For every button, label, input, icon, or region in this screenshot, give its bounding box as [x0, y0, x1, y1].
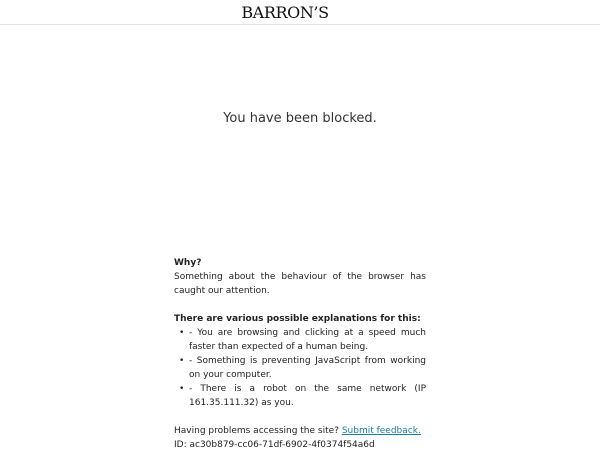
- request-id: ID: ac30b879-cc06-71df-6902-4f0374f54a6d: [174, 440, 375, 450]
- block-explanation: [174, 256, 426, 452]
- blocked-message: You have been blocked.: [223, 111, 377, 126]
- list-item: • - There is a robot on the same network (IP 161.35.111.32) as you.: [189, 382, 426, 410]
- help-question: Having problems accessing the site?: [174, 426, 342, 436]
- why-text: Something about the behaviour of the browser has caught our attention.: [174, 272, 426, 296]
- list-item: • - Something is preventing JavaScript from working on your computer.: [189, 354, 426, 382]
- why-heading: Why?: [174, 258, 202, 268]
- help-line: [174, 424, 426, 438]
- explanations-list: [174, 326, 426, 410]
- list-item: • - You are browsing and clicking at a speed much faster than expected of a human being.: [189, 326, 426, 354]
- submit-feedback-link[interactable]: Submit feedback.: [341, 426, 421, 436]
- site-header: [0, 0, 600, 25]
- explanations-heading: There are various possible explanations for this:: [174, 314, 421, 324]
- barrons-logo[interactable]: BARRON’S: [241, 3, 329, 22]
